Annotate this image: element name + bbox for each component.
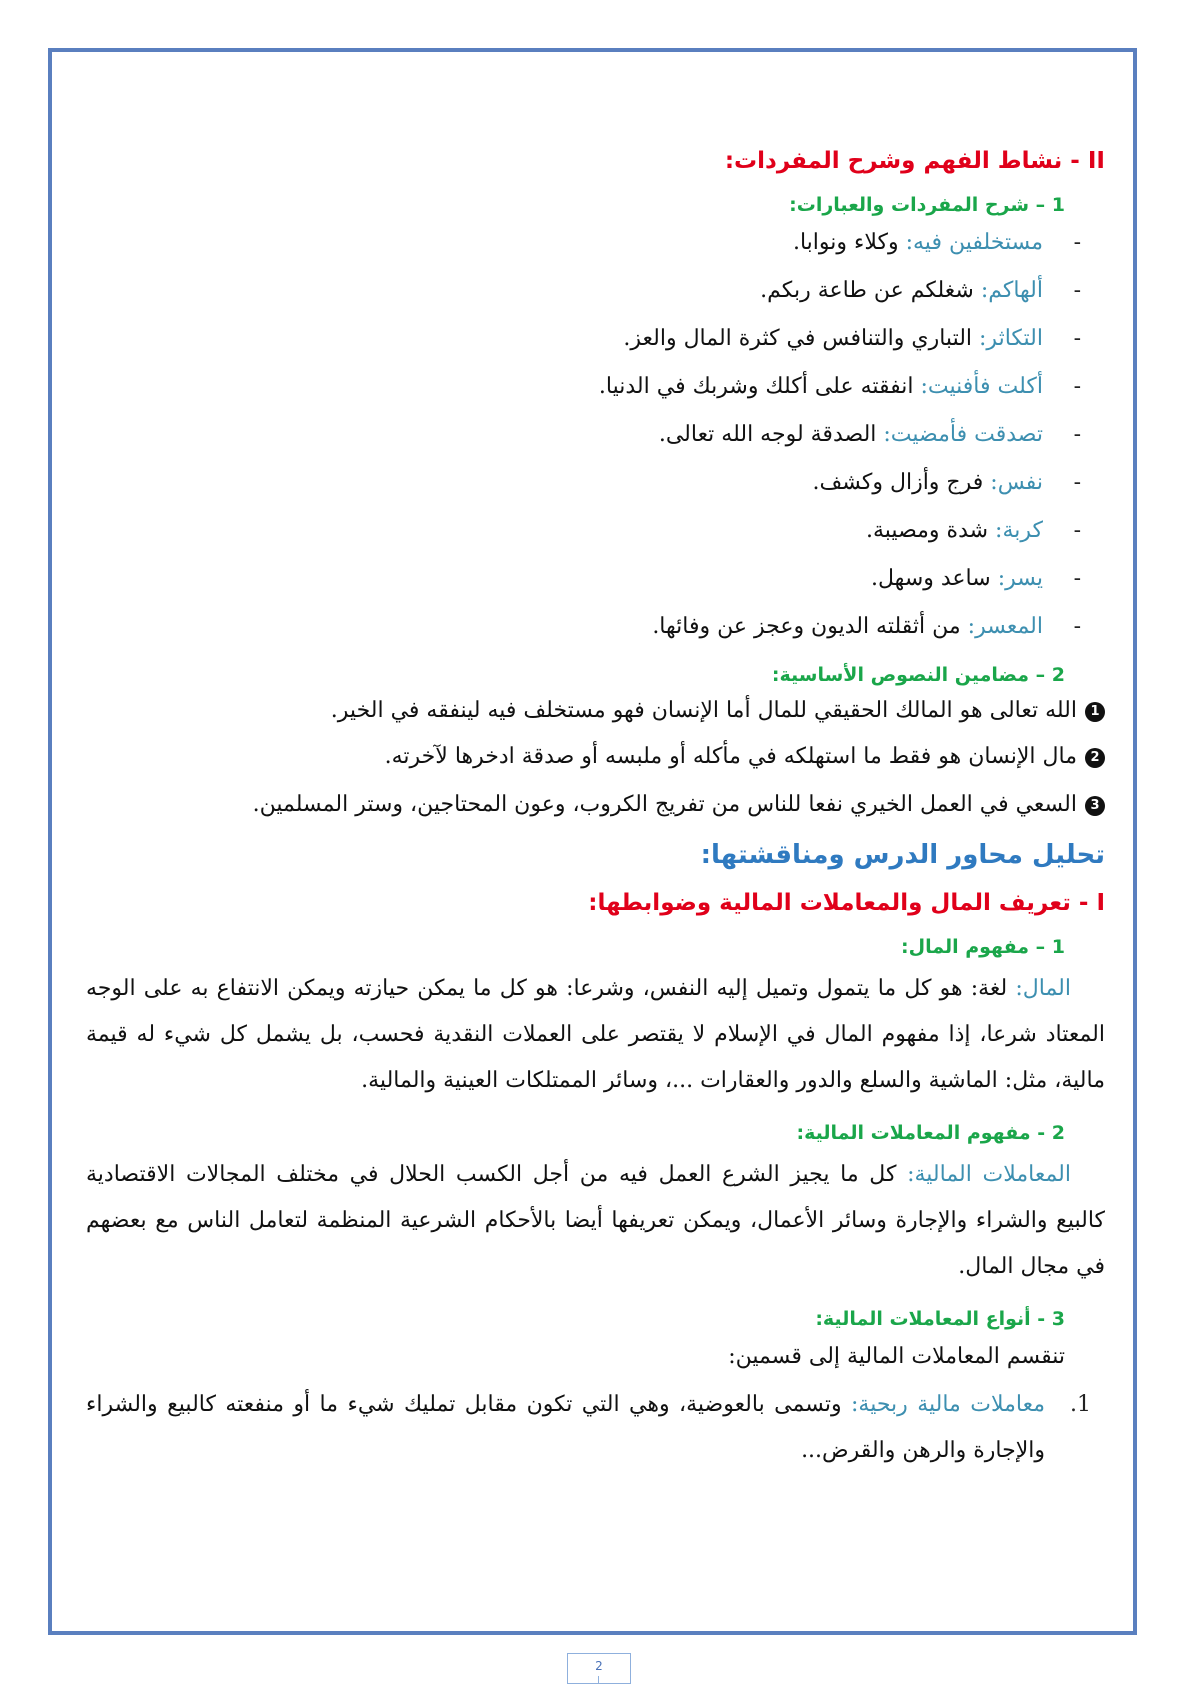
- vocab-definition: فرج وأزال وكشف.: [812, 470, 991, 495]
- dash-bullet: -: [1073, 374, 1081, 399]
- vocab-term: تصدقت فأمضيت:: [883, 422, 1043, 447]
- vocab-definition: شغلكم عن طاعة ربكم.: [760, 278, 981, 303]
- theme-text: مال الإنسان هو فقط ما استهلكه في مأكله أو ملبسه أو صدقة ادخرها لآخرته.: [384, 744, 1077, 769]
- theme-item: [86, 792, 1105, 817]
- numbered-bullet: 1: [1085, 702, 1105, 722]
- dash-bullet: -: [1073, 470, 1081, 495]
- dash-bullet: -: [1073, 230, 1081, 255]
- vocab-term: التكاثر:: [979, 326, 1043, 351]
- vocab-item: [86, 374, 1105, 399]
- vocab-item: [86, 422, 1105, 447]
- vocab-item: [86, 230, 1105, 255]
- analysis-heading: تحليل محاور الدرس ومناقشتها:: [700, 840, 1105, 870]
- dash-bullet: -: [1073, 422, 1081, 447]
- vocab-term: مستخلفين فيه:: [905, 230, 1043, 255]
- vocab-item: [86, 518, 1105, 543]
- vocab-term: يسر:: [997, 566, 1043, 591]
- vocab-term: كربة:: [995, 518, 1043, 543]
- list-number: 1.: [1070, 1392, 1091, 1417]
- vocab-definition: شدة ومصيبة.: [866, 518, 996, 543]
- vocab-definition: التباري والتنافس في كثرة المال والعز.: [623, 326, 980, 351]
- theme-item: [86, 744, 1105, 769]
- type-term: معاملات مالية ربحية:: [851, 1392, 1045, 1417]
- vocab-definition: انفقته على أكلك وشربك في الدنيا.: [598, 374, 921, 399]
- types-heading: 3 - أنواع المعاملات المالية:: [815, 1308, 1065, 1330]
- transactions-heading: 2 - مفهوم المعاملات المالية:: [796, 1122, 1065, 1144]
- type-text: وتسمى بالعوضية، وهي التي تكون مقابل تمليك شيء ما أو منفعته كالبيع والشراء والإجارة والرهن والقرض...: [86, 1392, 1045, 1463]
- numbered-bullet: 2: [1085, 748, 1105, 768]
- vocab-item: [86, 470, 1105, 495]
- dash-bullet: -: [1073, 518, 1081, 543]
- vocab-item: [86, 326, 1105, 351]
- section-heading-comprehension: II - نشاط الفهم وشرح المفردات:: [724, 148, 1105, 174]
- vocab-definition: من أثقلته الديون وعجز عن وفائها.: [652, 614, 968, 639]
- vocab-item: [86, 566, 1105, 591]
- money-paragraph: [86, 966, 1105, 1104]
- dash-bullet: -: [1073, 326, 1081, 351]
- dash-bullet: -: [1073, 278, 1081, 303]
- vocab-term: ألهاكم:: [980, 278, 1043, 303]
- dash-bullet: -: [1073, 614, 1081, 639]
- page-number-tick: [598, 1676, 599, 1684]
- list-item: [86, 1382, 1105, 1474]
- theme-item: [86, 698, 1105, 723]
- themes-heading: 2 – مضامين النصوص الأساسية:: [771, 664, 1065, 686]
- vocab-definition: الصدقة لوجه الله تعالى.: [658, 422, 884, 447]
- theme-text: الله تعالى هو المالك الحقيقي للمال أما الإنسان فهو مستخلف فيه لينفقه في الخير.: [330, 698, 1077, 723]
- transactions-term: المعاملات المالية:: [907, 1162, 1071, 1187]
- section-heading-definitions: I - تعريف المال والمعاملات المالية وضوابطها:: [588, 890, 1105, 916]
- dash-bullet: -: [1073, 566, 1081, 591]
- vocab-definition: ساعد وسهل.: [871, 566, 998, 591]
- vocab-term: نفس:: [990, 470, 1043, 495]
- money-heading: 1 – مفهوم المال:: [900, 936, 1065, 958]
- types-intro: تنقسم المعاملات المالية إلى قسمين:: [728, 1344, 1065, 1369]
- vocab-item: [86, 278, 1105, 303]
- vocab-definition: وكلاء ونوابا.: [792, 230, 906, 255]
- money-text: لغة: هو كل ما يتمول وتميل إليه النفس، وشرعا: هو كل ما يمكن حيازته ويمكن الانتفاع به على الوجه المعتاد شرعا، إذا مفهوم المال في الإسلام لا يقتصر على العملات النقدية فحسب، بل يشمل كل شيء له قيمة مالية، مثل: الماشية والسلع والدور والعقارات ...، وسائر الممتلكات العينية والمالية.: [86, 976, 1105, 1093]
- theme-text: السعي في العمل الخيري نفعا للناس من تفريج الكروب، وعون المحتاجين، وستر المسلمين.: [252, 792, 1077, 817]
- vocab-term: المعسر:: [967, 614, 1043, 639]
- transactions-paragraph: [86, 1152, 1105, 1290]
- vocab-term: أكلت فأفنيت:: [920, 374, 1043, 399]
- page-number: 2: [567, 1653, 631, 1684]
- transactions-text: كل ما يجيز الشرع العمل فيه من أجل الكسب الحلال في مختلف المجالات الاقتصادية كالبيع والشراء والإجارة وسائر الأعمال، ويمكن تعريفها أيضا بالأحكام الشرعية المنظمة لتعامل الناس مع بعضهم في مجال المال.: [86, 1162, 1105, 1279]
- money-term: المال:: [1015, 976, 1071, 1001]
- vocab-item: [86, 614, 1105, 639]
- numbered-bullet: 3: [1085, 796, 1105, 816]
- vocab-heading: 1 – شرح المفردات والعبارات:: [789, 194, 1065, 216]
